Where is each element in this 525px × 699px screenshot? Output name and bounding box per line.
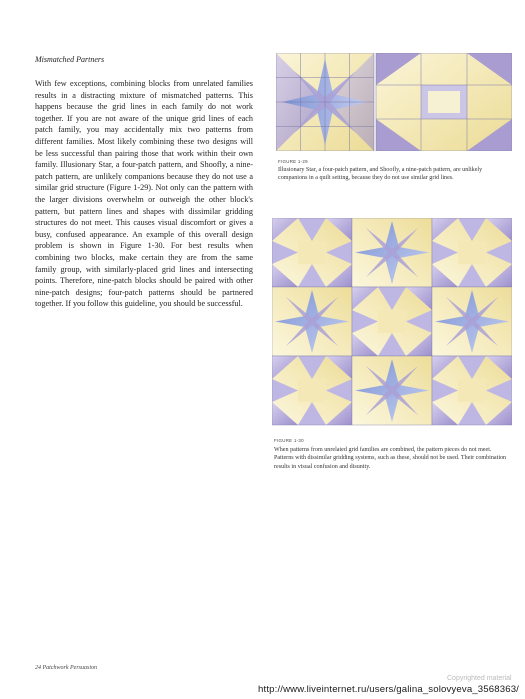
quilt-row-2 — [272, 287, 512, 356]
quilt-row-3 — [272, 356, 512, 425]
page-footer: 24 Patchwork Persuasion — [35, 665, 97, 671]
quilt-row-1 — [272, 218, 512, 287]
copyright-watermark: Copyrighted material — [447, 675, 512, 682]
figure-1-29-caption: Illusionary Star, a four-patch pattern, and Shoofly, a nine-patch pattern, are unlikely companions in a quilt setting, because they do not use similar grid lines. — [278, 167, 483, 182]
shoofly-block — [376, 53, 512, 151]
section-heading: Mismatched Partners — [35, 55, 105, 64]
source-url[interactable]: http://www.liveinternet.ru/users/galina_solovyeva_3568363/ — [258, 684, 519, 695]
figure-1-30-caption: When patterns from unrelated grid families are combined, the pattern pieces do not meet. Patterns with dissimilar gridding systems, such as these, should not be used. Their combination results in visual confusion and disunity. — [274, 447, 507, 470]
illusionary-star-block — [276, 53, 374, 151]
figure-1-30-label: FIGURE 1-30 — [274, 438, 304, 443]
figure-1-29-quilt — [276, 53, 512, 151]
figure-1-30-quilt — [272, 218, 512, 426]
figure-1-29-label: FIGURE 1-29 — [278, 159, 308, 164]
body-paragraph: With few exceptions, combining blocks from unrelated families results in a distracting mixture of mismatched patterns. This happens because the grid lines in each family do not work together. If you are not aware of the unique grid lines of each patch family, you may accidentally mix two patterns from different families. Most likely combining these two designs will be less successful than pairing those that work within their own family. Illusionary Star, a four-patch pattern, and Shoofly, a nine-patch pattern, are unlikely companions because they do not use a similar grid structure (Figure 1-29). Not only can the pattern with the larger divisions overwhelm or outweigh the other block's pattern, but pattern lines and shapes with dissimilar gridding structures do not meet. This causes visual discomfort or gives a busy, confused appearance. An example of this overall design problem is shown in Figure 1-30. For best results when combining two blocks, make certain they are from the same family group, with similarly-placed grid lines and intersecting points. Therefore, nine-patch blocks should be paired with other nine-patch designs; four-patch patterns should be partnered together. If you follow this guideline, you should be successful. — [35, 79, 253, 309]
